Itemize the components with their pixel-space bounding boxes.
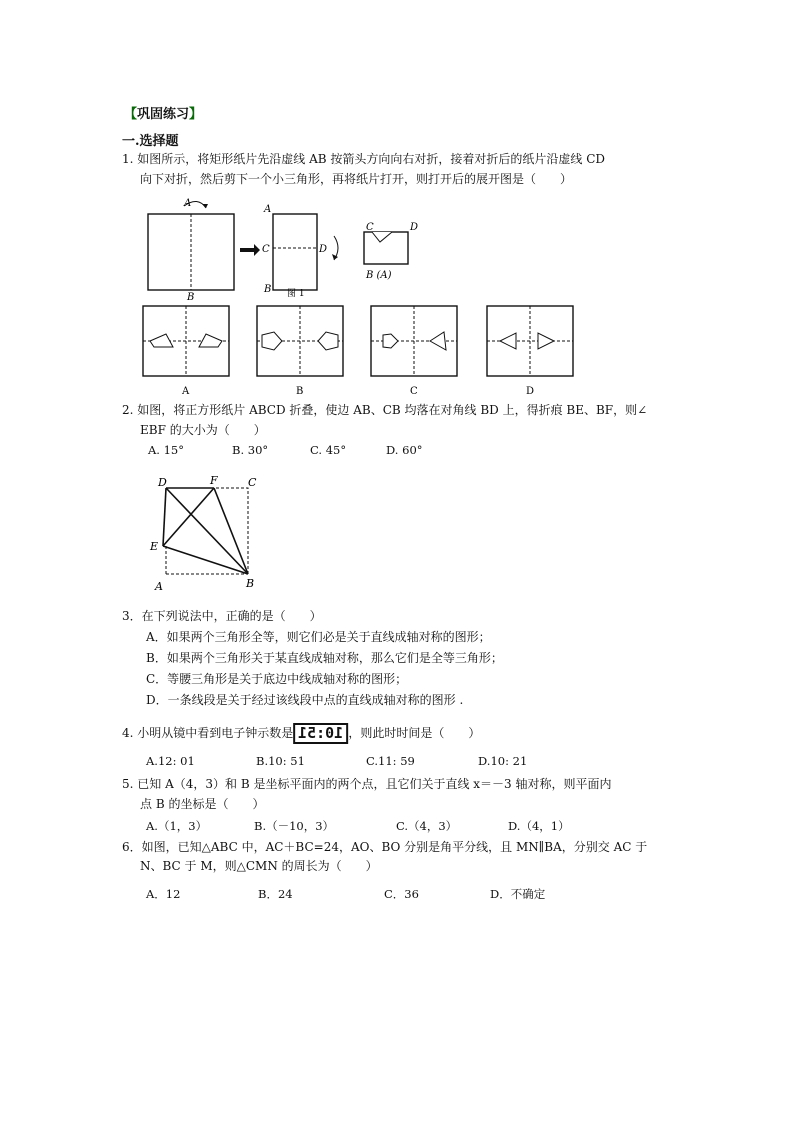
q2-option-b: B. 30° — [232, 443, 269, 457]
q3-option-d: D．一条线段是关于经过该线段中点的直线成轴对称的图形 . — [146, 693, 464, 707]
q1-label-A2: A — [264, 204, 272, 215]
section-bracket-right: 】 — [189, 107, 203, 122]
q1-choice-label-d: D — [526, 386, 535, 397]
q1-choice-label-b: B — [296, 386, 304, 397]
q5-option-d: D.（4，1） — [508, 819, 570, 833]
part-heading: 一.选择题 — [122, 134, 179, 149]
q2-label-A: A — [155, 580, 163, 593]
q2-label-C: C — [248, 476, 257, 489]
q1-choice-c — [371, 306, 457, 397]
q1-label-B: B — [187, 292, 195, 300]
q5-option-a: A.（1，3） — [146, 819, 208, 833]
q4-option-c: C.11: 59 — [366, 754, 415, 768]
q2-label-E: E — [150, 540, 159, 553]
q6-option-a: A．12 — [146, 887, 181, 901]
q1-label-C: C — [262, 244, 270, 255]
q5-option-c: C.（4，3） — [396, 819, 458, 833]
q1-label-C2: C — [366, 222, 374, 233]
q2-label-B: B — [246, 577, 255, 590]
q1-label-D2: D — [410, 222, 419, 233]
q2-line2: EBF 的大小为（ ） — [140, 423, 266, 437]
q4-option-b: B.10: 51 — [256, 754, 305, 768]
q1-choice-figures — [140, 302, 580, 398]
q1-label-A: A — [184, 198, 192, 209]
q3-option-a: A．如果两个三角形全等，则它们必是关于直线成轴对称的图形； — [146, 630, 491, 644]
q3-option-c: C．等腰三角形是关于底边中线成轴对称的图形； — [146, 672, 408, 686]
q2-square-figure — [144, 470, 274, 594]
q1-label-B2: B — [264, 284, 272, 295]
q6-line1: 6．如图，已知△ABC 中，AC＋BC=24，AO、BO 分别是角平分线，且 MN∥BA，分别交 AC 于 — [122, 840, 648, 854]
q1-choice-d — [487, 306, 573, 397]
q1-folding-figure — [140, 192, 430, 300]
q2-label-F: F — [210, 474, 218, 487]
q4-stem-after: ，则此时时间是（ ） — [348, 726, 481, 740]
q1-choice-label-c: C — [410, 386, 418, 397]
section-bracket-left: 【 — [124, 107, 138, 122]
q6-option-c: C．36 — [384, 887, 419, 901]
q4-stem-before: 4. 小明从镜中看到电子钟示数是 — [122, 726, 294, 740]
q3-stem: 3．在下列说法中，正确的是（ ） — [122, 609, 322, 623]
q1-choice-a — [143, 306, 229, 397]
q4-option-d: D.10: 21 — [478, 754, 528, 768]
q6-option-d: D．不确定 — [490, 887, 546, 901]
q6-line2: N、BC 于 M，则△CMN 的周长为（ ） — [140, 859, 378, 873]
q1-choice-label-a: A — [182, 386, 190, 397]
q5-option-b: B.（－10，3） — [254, 819, 335, 833]
q2-line1: 2. 如图，将正方形纸片 ABCD 折叠，使边 AB、CB 均落在对角线 BD 上，得折痕 BE、BF，则∠ — [122, 403, 648, 417]
q5-line2: 点 B 的坐标是（ ） — [140, 797, 265, 811]
arrow-right-icon — [240, 244, 260, 256]
q1-figure-caption: 图 1 — [287, 289, 305, 299]
q3-option-b: B．如果两个三角形关于某直线成轴对称，那么它们是全等三角形； — [146, 651, 503, 665]
q1-line2: 向下对折，然后剪下一个小三角形，再将纸片打开，则打开后的展开图是（ ） — [140, 172, 573, 186]
section-title-text: 巩固练习 — [137, 107, 190, 122]
q6-option-b: B．24 — [258, 887, 293, 901]
q2-option-a: A. 15° — [148, 443, 184, 457]
q2-option-d: D. 60° — [386, 443, 423, 457]
mirrored-clock-display: 10:51 — [293, 723, 348, 744]
section-title — [124, 103, 202, 122]
q5-line1: 5. 已知 A（4，3）和 B 是坐标平面内的两个点，且它们关于直线 x＝－3 轴对称，则平面内 — [122, 777, 612, 791]
q4-option-a: A.12: 01 — [146, 754, 195, 768]
q4-stem — [122, 723, 480, 744]
q1-line1: 1. 如图所示，将矩形纸片先沿虚线 AB 按箭头方向向右对折，接着对折后的纸片沿虚线 CD — [122, 152, 605, 166]
q1-choice-b — [257, 306, 343, 397]
q1-label-BA: B (A) — [366, 270, 392, 281]
q2-option-c: C. 45° — [310, 443, 347, 457]
q2-label-D: D — [158, 476, 167, 489]
q1-label-D: D — [319, 244, 328, 255]
